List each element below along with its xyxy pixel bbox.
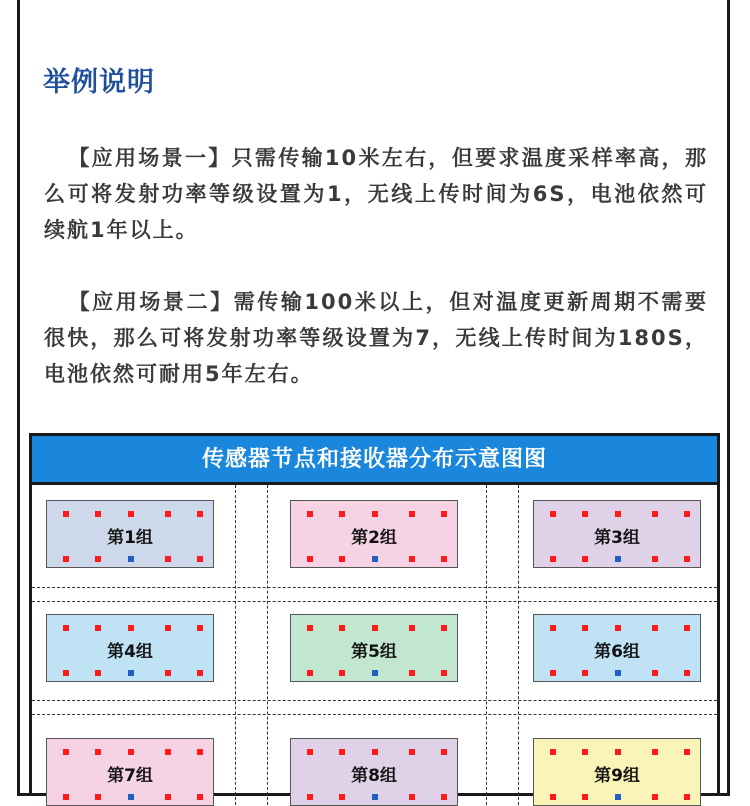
grid-divider [235, 485, 236, 805]
sensor-node-dot [441, 749, 447, 755]
sensor-node-dot [165, 556, 171, 562]
sensor-group-box [46, 738, 214, 806]
sensor-node-dot [95, 625, 101, 631]
group-label: 第5组 [351, 642, 397, 662]
distribution-diagram [29, 433, 720, 793]
sensor-node-dot [441, 556, 447, 562]
sensor-node-dot [441, 511, 447, 517]
sensor-node-dot [95, 556, 101, 562]
sensor-node-dot [128, 625, 134, 631]
sensor-node-dot [63, 556, 69, 562]
sensor-node-dot [339, 556, 345, 562]
sensor-node-dot [409, 556, 415, 562]
sensor-node-dot [652, 749, 658, 755]
sensor-node-dot [372, 749, 378, 755]
sensor-node-dot [550, 556, 556, 562]
sensor-node-dot [197, 749, 203, 755]
scenario-2-paragraph [44, 284, 708, 392]
grid-divider [32, 587, 717, 588]
sensor-node-dot [615, 625, 621, 631]
sensor-node-dot [339, 794, 345, 800]
sensor-node-dot [197, 511, 203, 517]
sensor-group-box [46, 500, 214, 568]
sensor-node-dot [63, 511, 69, 517]
sensor-node-dot [409, 625, 415, 631]
group-label: 第8组 [351, 766, 397, 786]
sensor-node-dot [550, 794, 556, 800]
sensor-node-dot [63, 625, 69, 631]
receiver-dot [372, 670, 378, 676]
sensor-node-dot [582, 749, 588, 755]
receiver-dot [372, 556, 378, 562]
sensor-node-dot [95, 749, 101, 755]
sensor-node-dot [197, 625, 203, 631]
section-heading: 举例说明 [43, 67, 155, 98]
sensor-node-dot [409, 749, 415, 755]
sensor-group-box [290, 500, 458, 568]
sensor-node-dot [307, 511, 313, 517]
group-label: 第4组 [107, 642, 153, 662]
sensor-node-dot [307, 749, 313, 755]
sensor-node-dot [339, 511, 345, 517]
sensor-node-dot [684, 625, 690, 631]
sensor-node-dot [307, 794, 313, 800]
sensor-node-dot [372, 625, 378, 631]
sensor-node-dot [550, 511, 556, 517]
sensor-node-dot [339, 670, 345, 676]
sensor-node-dot [550, 670, 556, 676]
sensor-node-dot [63, 794, 69, 800]
sensor-node-dot [441, 625, 447, 631]
receiver-dot [615, 556, 621, 562]
sensor-node-dot [684, 556, 690, 562]
sensor-node-dot [684, 511, 690, 517]
group-label: 第2组 [351, 528, 397, 548]
sensor-node-dot [165, 511, 171, 517]
sensor-node-dot [197, 794, 203, 800]
scenario-1-text: 【应用场景一】只需传输10米左右，但要求温度采样率高，那么可将发射功率等级设置为1，无线上传时间为6S，电池依然可续航1年以上。 [44, 146, 708, 242]
sensor-node-dot [409, 670, 415, 676]
sensor-group-box [533, 500, 701, 568]
sensor-group-box [290, 738, 458, 806]
sensor-node-dot [441, 794, 447, 800]
sensor-node-dot [372, 511, 378, 517]
scenario-1-paragraph [44, 140, 708, 248]
group-label: 第9组 [594, 766, 640, 786]
grid-divider [518, 485, 519, 805]
receiver-dot [615, 794, 621, 800]
sensor-node-dot [307, 670, 313, 676]
sensor-node-dot [307, 625, 313, 631]
grid-divider [267, 485, 268, 805]
receiver-dot [615, 670, 621, 676]
sensor-node-dot [63, 670, 69, 676]
sensor-group-box [46, 614, 214, 682]
sensor-node-dot [307, 556, 313, 562]
group-label: 第3组 [594, 528, 640, 548]
sensor-node-dot [582, 794, 588, 800]
sensor-node-dot [582, 625, 588, 631]
sensor-node-dot [339, 625, 345, 631]
diagram-title: 传感器节点和接收器分布示意图图 [32, 436, 717, 485]
sensor-node-dot [652, 625, 658, 631]
sensor-node-dot [165, 794, 171, 800]
sensor-node-dot [652, 511, 658, 517]
sensor-node-dot [652, 556, 658, 562]
sensor-node-dot [550, 749, 556, 755]
receiver-dot [128, 556, 134, 562]
group-label: 第7组 [107, 766, 153, 786]
sensor-node-dot [582, 511, 588, 517]
sensor-node-dot [95, 670, 101, 676]
sensor-node-dot [95, 511, 101, 517]
sensor-node-dot [128, 511, 134, 517]
receiver-dot [372, 794, 378, 800]
receiver-dot [128, 670, 134, 676]
sensor-node-dot [550, 625, 556, 631]
sensor-node-dot [197, 556, 203, 562]
sensor-node-dot [409, 511, 415, 517]
group-label: 第6组 [594, 642, 640, 662]
sensor-node-dot [197, 670, 203, 676]
grid-divider [32, 700, 717, 701]
sensor-node-dot [582, 556, 588, 562]
sensor-node-dot [684, 670, 690, 676]
sensor-group-box [290, 614, 458, 682]
sensor-node-dot [615, 749, 621, 755]
sensor-node-dot [652, 794, 658, 800]
grid-divider [32, 714, 717, 715]
sensor-node-dot [615, 511, 621, 517]
grid-divider [486, 485, 487, 805]
sensor-node-dot [339, 749, 345, 755]
sensor-node-dot [684, 749, 690, 755]
sensor-node-dot [63, 749, 69, 755]
sensor-group-box [533, 614, 701, 682]
sensor-node-dot [165, 625, 171, 631]
sensor-node-dot [128, 749, 134, 755]
scenario-2-text: 【应用场景二】需传输100米以上，但对温度更新周期不需要很快，那么可将发射功率等级设置为7，无线上传时间为180S，电池依然可耐用5年左右。 [44, 290, 708, 386]
sensor-node-dot [582, 670, 588, 676]
sensor-node-dot [441, 670, 447, 676]
sensor-node-dot [95, 794, 101, 800]
grid-divider [32, 601, 717, 602]
group-label: 第1组 [107, 528, 153, 548]
sensor-group-box [533, 738, 701, 806]
sensor-node-dot [409, 794, 415, 800]
sensor-node-dot [652, 670, 658, 676]
sensor-node-dot [684, 794, 690, 800]
sensor-node-dot [165, 670, 171, 676]
sensor-node-dot [165, 749, 171, 755]
receiver-dot [128, 794, 134, 800]
